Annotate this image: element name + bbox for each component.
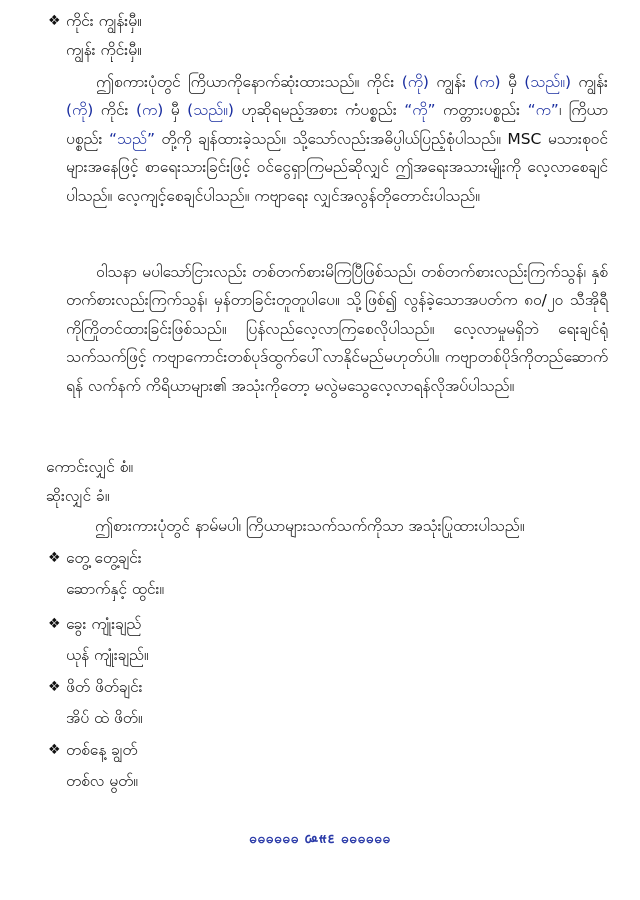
- particle-highlight: (သည်။): [524, 73, 572, 91]
- particle-highlight: (က): [473, 73, 501, 91]
- particle-highlight: (က): [136, 101, 164, 120]
- proverb-note: ဤစားကားပုံတွင် နာမ်မပါ၊ ကြိယာများသက်သက်ကိုသာ အသုံးပြုထားပါသည်။: [95, 517, 525, 535]
- example-line: တစ်လ မွတ်။: [66, 772, 138, 790]
- proverb-line: ကိုင်း ကျွန်းမှီ။: [66, 12, 142, 30]
- example-line: ခွေး ကျုံးချည်: [66, 615, 142, 633]
- particle-highlight: (ကို): [401, 73, 429, 91]
- bullet-icon: ❖: [48, 13, 61, 29]
- particle-highlight: (ကို): [66, 101, 94, 120]
- quoted-particle: “သည်”: [108, 129, 155, 148]
- bullet-icon: ❖: [48, 679, 61, 695]
- bullet-icon: ❖: [48, 616, 61, 632]
- example-line: ယုန် ကျုံးချည်။: [66, 646, 149, 664]
- example-line: ဆောက်နှင့် ထွင်း။: [66, 580, 165, 598]
- proverb-line: ကျွန်း ကိုင်းမှီ။: [66, 41, 142, 59]
- paragraph-study: ဝါသနာ မပါသော်ငြားလည်း တစ်တက်စားမိကြပြီဖြစ်သည်၊ တစ်တက်စားလည်းကြက်သွန်၊ နှစ်တက်စားလည်းကြက်သွန်၊ မှန်တာခြင်းတူတူပါပေ။ သို့ဖြစ်၍ လွန်ခဲ့သောအပတ်က ၈၀/၂၀ သီအိုရီကိုကြိုတင်ထားခြင်းဖြစ်သည်။ ပြန်လည်လေ့လာကြစေလိုပါသည်။ လေ့လာမှုမရှိဘဲ ရေးချင်ရုံသက်သက်ဖြင့် ကဗျာကောင်းတစ်ပုဒ်ထွက်ပေါ်လာနိုင်မည်မဟုတ်ပါ။ ကဗျာတစ်ပိုဒ်ကိုတည်ဆောက်ရန် လက်နက် ကိရိယာများ၏ အသုံးကိုတော့ မလွဲမသွေလေ့လာရန်လိုအပ်ပါသည်။: [66, 263, 608, 395]
- bullet-icon: ❖: [48, 742, 61, 758]
- proverb-line: ကောင်းလျှင် စံ။: [46, 458, 134, 476]
- proverb-line: ဆိုးလျှင် ခံ။: [46, 487, 110, 505]
- example-line: တွေ့ တွေ့ချင်း: [66, 549, 142, 567]
- example-line: ဖိတ် ဖိတ်ချင်း: [66, 678, 143, 696]
- quoted-particle: “ကို”: [404, 101, 436, 120]
- particle-highlight: (သည်။): [187, 101, 234, 120]
- footer-ornament: ဓဓဓဓဓဓ ᰘᰙᰚ ဓဓဓဓဓဓ: [249, 832, 391, 847]
- quoted-particle: “က”: [527, 101, 559, 120]
- example-line: တစ်နေ့ ချွတ်: [66, 741, 138, 759]
- example-line: အိပ် ထဲ ဖိတ်။: [66, 709, 143, 727]
- bullet-icon: ❖: [48, 550, 61, 566]
- paragraph-explanation: ဤစကားပုံတွင် ကြိယာကိုနောက်ဆုံးထားသည်။ ကိုင်း (ကို) ကျွန်း (က) မှီ (သည်။) ကျွန်း (ကို) ကိုင်း (က) မှီ (သည်။) ဟုဆိုရမည့်အစား ကံပစ္စည်း “ကို” ကတ္တားပစ္စည်း “က”၊ ကြိယာ ပစ္စည်း “သည်” တို့ကို ချန်ထားခဲ့သည်။ သို့သော်လည်းအဓိပ္ပါယ်ပြည့်စုံပါသည်။ MSC မသားစုဝင်များအနေဖြင့် စာရေးသားခြင်းဖြင့် ဝင်ငွေရှာကြမည်ဆိုလျှင် ဤအရေးအသားမျိုးကို လေ့လာစေချင်ပါသည်။ လေ့ကျင့်စေချင်ပါသည်။ ကဗျာရေး လျှင်အလွန်တိုတောင်းပါသည်။: [66, 73, 608, 205]
